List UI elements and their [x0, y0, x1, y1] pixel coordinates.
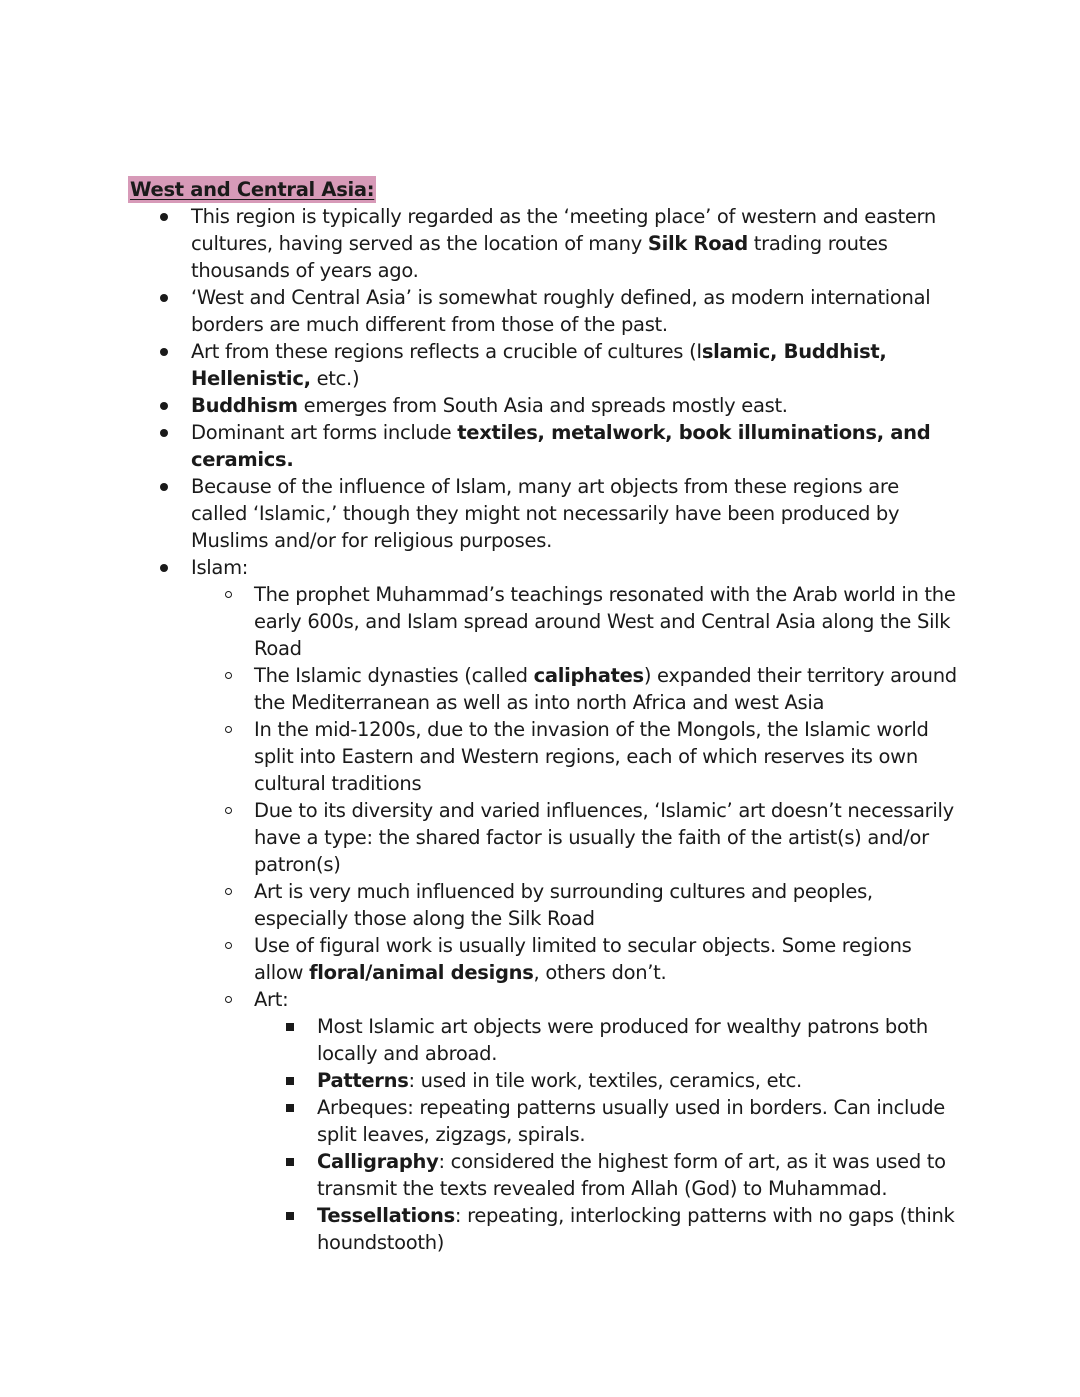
list-item-text [317, 1069, 802, 1092]
list-item [128, 716, 958, 797]
text-run: , others don’t. [533, 961, 667, 984]
list-item [128, 554, 958, 581]
list-item [128, 284, 958, 338]
section-heading: West and Central Asia: [130, 178, 375, 201]
text-run: In the mid-1200s, due to the invasion of the Mongols, the Islamic world split into Eastern and Western regions, each of which reserves its own cultural traditions [254, 718, 929, 795]
list-item [128, 878, 958, 932]
text-run: The prophet Muhammad’s teachings resonated with the Arab world in the early 600s, and Islam spread around West and Central Asia along the Silk Road [254, 583, 956, 660]
list-item [128, 581, 958, 662]
text-run: Art from these regions reflects a crucible of cultures (I [191, 340, 702, 363]
text-run: Art is very much influenced by surrounding cultures and peoples, especially those along the Silk Road [254, 880, 873, 930]
list-item-text [191, 205, 936, 282]
filled-circle-bullet-icon [154, 392, 174, 419]
list-item [128, 203, 958, 284]
bullet-list [128, 203, 958, 1256]
hollow-circle-bullet-icon [218, 986, 238, 1013]
hollow-circle-bullet-icon [218, 878, 238, 905]
list-item-text [254, 880, 873, 930]
bold-term: Tessellations [317, 1204, 455, 1227]
text-run: Because of the influence of Islam, many art objects from these regions are called ‘Islamic,’ though they might not necessarily have been produced by Muslims and/or for religious purposes. [191, 475, 900, 552]
text-run: : used in tile work, textiles, ceramics, etc. [408, 1069, 802, 1092]
bold-term: caliphates [533, 664, 644, 687]
filled-circle-bullet-icon [154, 203, 174, 230]
bold-term: Silk Road [647, 232, 748, 255]
text-run: Islam: [191, 556, 249, 579]
list-item-text [317, 1015, 928, 1065]
list-item [128, 662, 958, 716]
text-run: trading routes thousands of years ago. [191, 232, 888, 282]
list-item [128, 1202, 958, 1256]
bold-term: Buddhism [191, 394, 298, 417]
list-item-text [254, 799, 954, 876]
filled-square-bullet-icon [280, 1013, 300, 1040]
text-run: Use of figural work is usually limited to secular objects. Some regions allow [254, 934, 912, 984]
list-item [128, 1094, 958, 1148]
filled-square-bullet-icon [280, 1094, 300, 1121]
hollow-circle-bullet-icon [218, 932, 238, 959]
text-run: ‘West and Central Asia’ is somewhat roughly defined, as modern international borders are much different from those of the past. [191, 286, 931, 336]
nested-bullet-list [128, 581, 958, 1256]
list-item [128, 1148, 958, 1202]
list-item [128, 392, 958, 419]
filled-circle-bullet-icon [154, 338, 174, 365]
text-run: This region is typically regarded as the ‘meeting place’ of western and eastern cultures, having served as the location of many [191, 205, 936, 255]
hollow-circle-bullet-icon [218, 716, 238, 743]
list-item [128, 1013, 958, 1067]
list-item-text [191, 421, 930, 471]
bold-term: floral/animal designs [309, 961, 534, 984]
list-item-text [191, 394, 788, 417]
list-item-text [191, 475, 899, 552]
text-run: ) expanded their territory around the Mediterranean as well as into north Africa and west Asia [254, 664, 957, 714]
list-item-text [191, 556, 248, 579]
text-run: emerges from South Asia and spreads mostly east. [297, 394, 788, 417]
text-run: Due to its diversity and varied influences, ‘Islamic’ art doesn’t necessarily have a type: the shared factor is usually the faith of the artist(s) and/or patron(s) [254, 799, 954, 876]
text-run: Most Islamic art objects were produced for wealthy patrons both locally and abroad. [317, 1015, 928, 1065]
text-run: Arbeques: repeating patterns usually used in borders. Can include split leaves, zigzags, spirals. [317, 1096, 945, 1146]
filled-square-bullet-icon [280, 1067, 300, 1094]
hollow-circle-bullet-icon [218, 581, 238, 608]
hollow-circle-bullet-icon [218, 797, 238, 824]
bold-term: textiles, metalwork, book illuminations, and ceramics. [191, 421, 931, 471]
text-run: Art: [254, 988, 289, 1011]
text-run: : repeating, interlocking patterns with no gaps (think houndstooth) [317, 1204, 955, 1254]
list-item [128, 419, 958, 473]
list-item [128, 473, 958, 554]
filled-circle-bullet-icon [154, 554, 174, 581]
bold-term: slamic, Buddhist, Hellenistic, [191, 340, 887, 390]
list-item-text [254, 718, 929, 795]
list-item [128, 932, 958, 986]
list-item [128, 338, 958, 392]
text-run: : considered the highest form of art, as it was used to transmit the texts revealed from Allah (God) to Muhammad. [317, 1150, 946, 1200]
text-run: etc.) [310, 367, 360, 390]
list-item [128, 797, 958, 878]
nested-bullet-list [128, 1013, 958, 1256]
bold-term: Calligraphy [317, 1150, 439, 1173]
list-item-text [191, 340, 887, 390]
list-item-text [317, 1204, 955, 1254]
list-item-text [317, 1096, 945, 1146]
list-item-text [254, 583, 956, 660]
text-run: The Islamic dynasties (called [254, 664, 534, 687]
list-item-text [254, 664, 957, 714]
filled-square-bullet-icon [280, 1148, 300, 1175]
document-content [128, 176, 958, 1256]
list-item-text [254, 988, 288, 1011]
list-item [128, 1067, 958, 1094]
text-run: Dominant art forms include [191, 421, 458, 444]
filled-circle-bullet-icon [154, 419, 174, 446]
list-item-text [254, 934, 912, 984]
hollow-circle-bullet-icon [218, 662, 238, 689]
list-item-text [191, 286, 930, 336]
filled-circle-bullet-icon [154, 284, 174, 311]
bold-term: Patterns [317, 1069, 409, 1092]
list-item-text [317, 1150, 946, 1200]
list-item [128, 986, 958, 1013]
filled-circle-bullet-icon [154, 473, 174, 500]
filled-square-bullet-icon [280, 1202, 300, 1229]
